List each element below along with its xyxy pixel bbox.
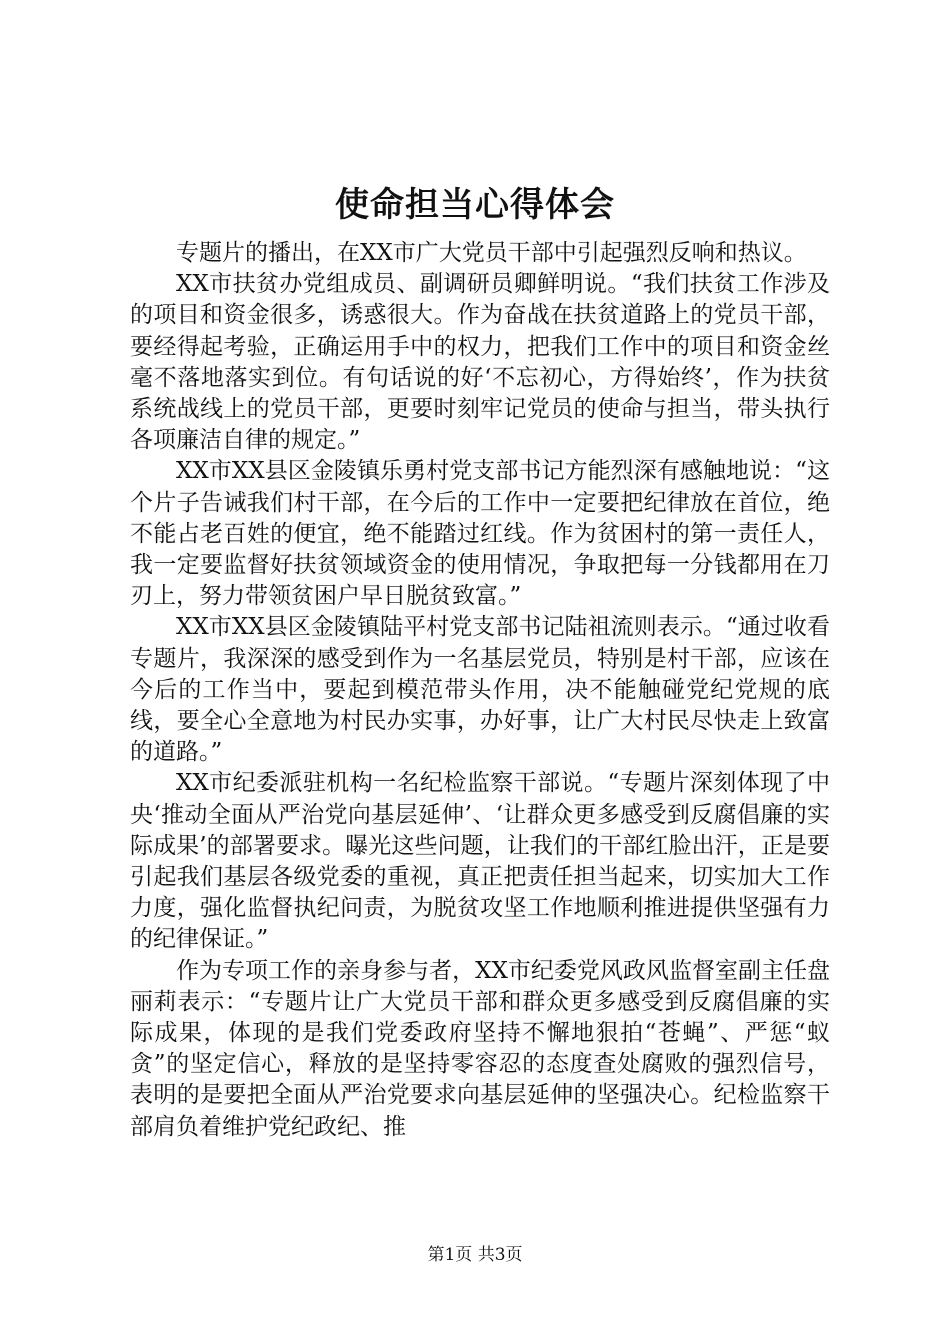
document-title: 使命担当心得体会 [335,185,615,225]
page-number-footer: 第1页 共3页 [427,1245,523,1265]
paragraph: 专题片的播出，在XX市广大党员干部中引起强烈反响和热议。 [176,240,807,266]
paragraph: XX市XX县区金陵镇乐勇村党支部书记方能烈深有感触地说：“这个片子告诫我们村干部，在今后的工作中一定要把纪律放在首位，绝不能占老百姓的便宜，绝不能踏过红线。作为贫困村的第一责任人，我一定要监督好扶贫领域资金的使用情况，争取把每一分钱都用在刀刃上，努力带领贫困户早日脱贫致富。” [130,458,830,610]
paragraph: 作为专项工作的亲身参与者，XX市纪委党风政风监督室副主任盘丽莉表示：“专题片让广大党员干部和群众更多感受到反腐倡廉的实际成果，体现的是我们党委政府坚持不懈地狠拍“苍蝇”、严惩“蚁贪”的坚定信心，释放的是坚持零容忍的态度查处腐败的强烈信号，表明的是要把全面从严治党要求向基层延伸的坚强决心。纪检监察干部肩负着维护党纪政纪、推 [130,957,830,1140]
paragraph: XX市纪委派驻机构一名纪检监察干部说。“专题片深刻体现了中央‘推动全面从严治党向基层延伸’、‘让群众更多感受到反腐倡廉的实际成果’的部署要求。曝光这些问题，让我们的干部红脸出汗，正是要引起我们基层各级党委的重视，真正把责任担当起来，切实加大工作力度，强化监督执纪问责，为脱贫攻坚工作地顺利推进提供坚强有力的纪律保证。” [130,770,830,953]
paragraph: XX市扶贫办党组成员、副调研员卿鲜明说。“我们扶贫工作涉及的项目和资金很多，诱惑很大。作为奋战在扶贫道路上的党员干部，要经得起考验，正确运用手中的权力，把我们工作中的项目和资金丝毫不落地落实到位。有句话说的好‘不忘初心，方得始终’，作为扶贫系统战线上的党员干部，更要时刻牢记党员的使命与担当，带头执行各项廉洁自律的规定。” [130,271,830,454]
document-body [130,238,830,1143]
paragraph: XX市XX县区金陵镇陆平村党支部书记陆祖流则表示。“通过收看专题片，我深深的感受到作为一名基层党员，特别是村干部，应该在今后的工作当中，要起到模范带头作用，决不能触碰党纪党规的底线，要全心全意地为村民办实事，办好事，让广大村民尽快走上致富的道路。” [130,614,830,766]
